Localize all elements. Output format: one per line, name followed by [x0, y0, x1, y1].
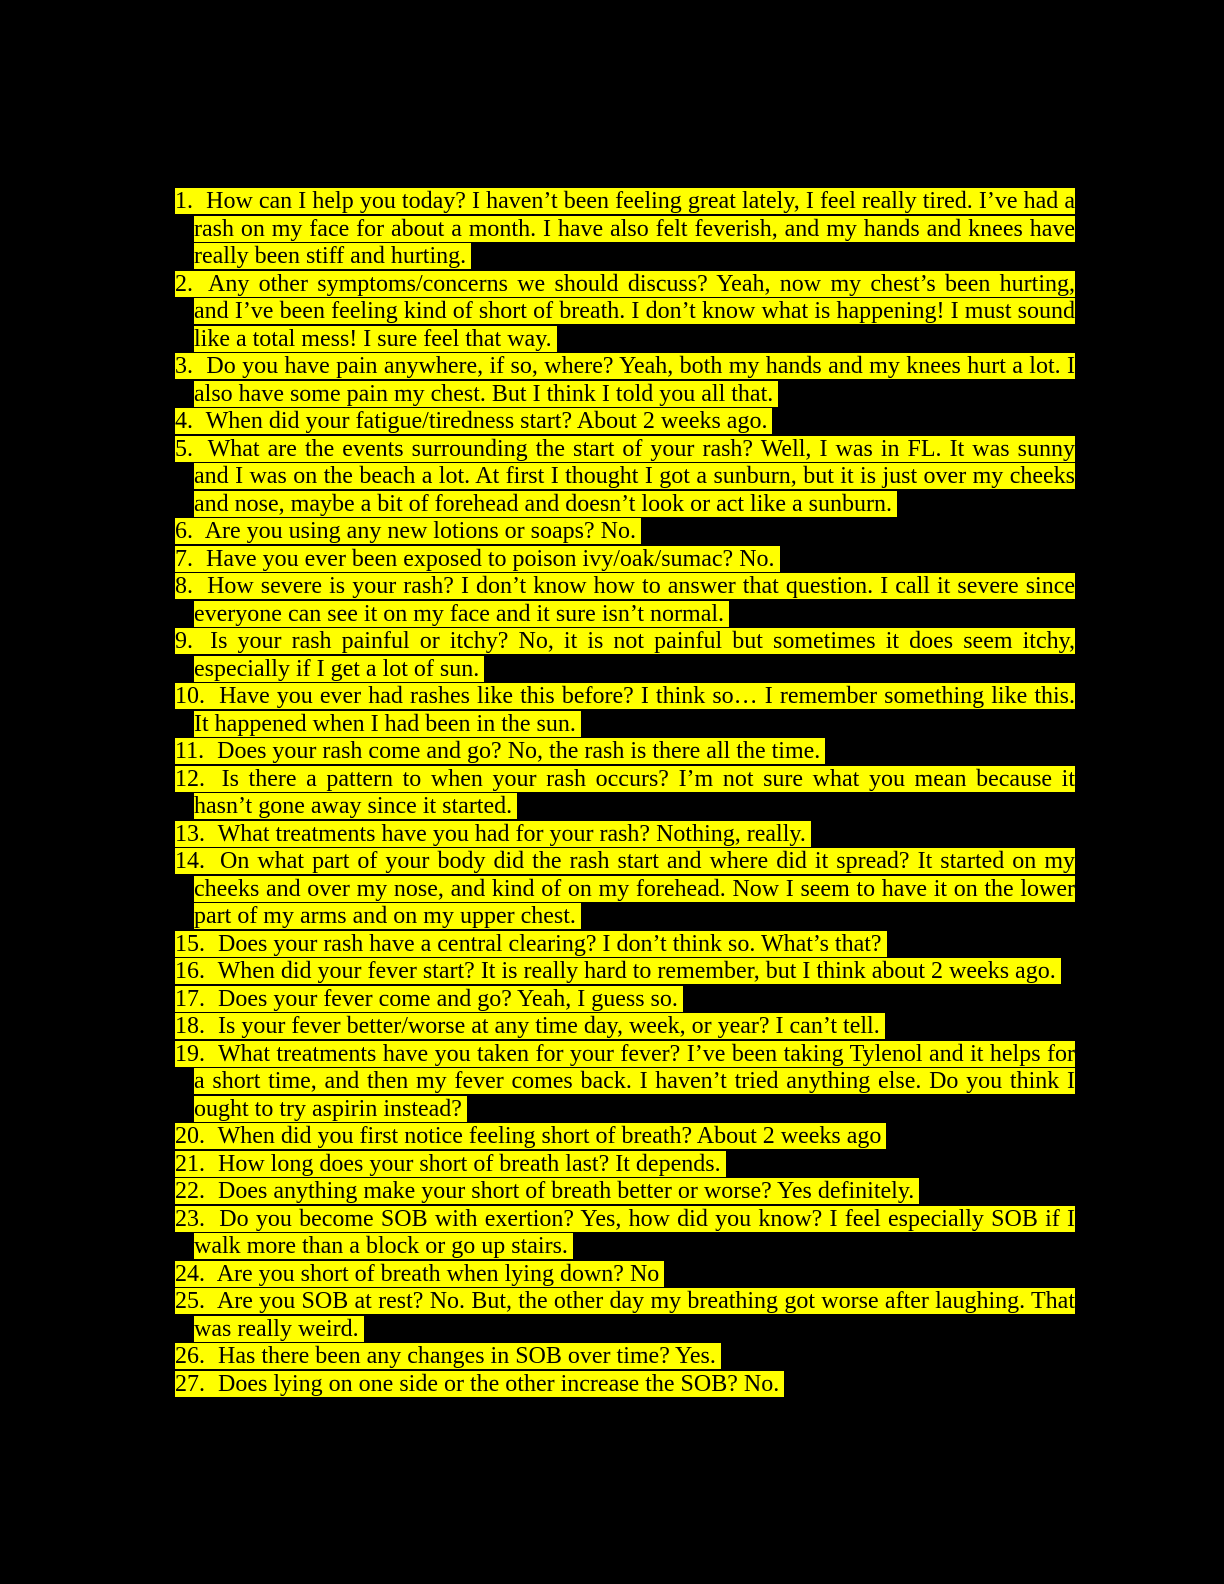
highlight-run [175, 1123, 886, 1149]
question-text: When did your fatigue/tiredness start? [205, 408, 573, 434]
item-number: 16. [175, 958, 205, 984]
item-number: 14. [175, 848, 205, 874]
item-number: 10. [175, 683, 205, 709]
item-number: 17. [175, 985, 205, 1012]
question-text: What treatments have you had for your rash? [217, 820, 651, 847]
answer-text: Yes definitely. [776, 1178, 915, 1204]
qa-item [175, 628, 1075, 683]
question-text: Are you using any new lotions or soaps? [204, 518, 595, 544]
answer-text: Yeah, I guess so. [517, 985, 678, 1012]
answer-text: I’m not sure what you mean because it hasn’t gone away since it started. [194, 765, 1076, 819]
highlight-run [175, 766, 1075, 820]
qa-item [175, 766, 1075, 821]
item-number: 24. [175, 1260, 205, 1287]
qa-item [175, 683, 1075, 738]
answer-text: No. [743, 1370, 780, 1397]
qa-item [175, 848, 1075, 931]
answer-text: I don’t think so. What’s that? [602, 930, 882, 957]
item-number: 18. [175, 1013, 205, 1039]
highlight-run [175, 408, 772, 434]
qa-item [175, 1206, 1075, 1261]
highlight-run [175, 573, 1075, 627]
item-number: 20. [175, 1123, 205, 1149]
question-text: When did you first notice feeling short of breath? [217, 1123, 693, 1149]
answer-text: Yes, how did you know? I feel especially SOB if I walk more than a block or go up stairs. [194, 1205, 1076, 1259]
answer-text: No. [600, 518, 636, 544]
question-text: On what part of your body did the rash start and where did it spread? [220, 848, 910, 874]
qa-item [175, 546, 1075, 574]
highlight-run [175, 848, 1075, 929]
answer-text: I can’t tell. [775, 1013, 880, 1039]
item-number: 15. [175, 930, 205, 957]
item-number: 1. [175, 188, 193, 214]
qa-item [175, 738, 1075, 766]
question-text: Have you ever had rashes like this before? [219, 683, 634, 709]
item-number: 9. [175, 628, 193, 654]
qa-item [175, 958, 1075, 986]
item-number: 7. [175, 545, 193, 572]
item-number: 6. [175, 518, 193, 544]
question-text: When did your fever start? [217, 958, 475, 984]
item-number: 11. [175, 738, 205, 764]
highlight-run [175, 1041, 1075, 1122]
highlight-run [175, 931, 887, 957]
highlight-run [175, 628, 1075, 682]
qa-item [175, 821, 1075, 849]
item-number: 12. [175, 765, 205, 792]
qa-item [175, 1261, 1075, 1289]
answer-text: About 2 weeks ago [696, 1123, 882, 1149]
qa-item [175, 1123, 1075, 1151]
answer-text: I think so… I remember something like this. It happened when I had been in the sun. [194, 683, 1075, 737]
item-number: 21. [175, 1150, 205, 1177]
item-number: 4. [175, 408, 193, 434]
answer-text: No, the rash is there all the time. [507, 738, 821, 764]
answer-text: Yeah, now my chest’s been hurting, and I’ve been feeling kind of short of breath. I don’t know what is happening! I must sound like a total mess! I sure feel that way. [194, 270, 1075, 352]
qa-item [175, 271, 1075, 354]
highlight-run [175, 546, 780, 572]
highlight-run [175, 1371, 784, 1397]
answer-text: I don’t know how to answer that question. I call it severe since everyone can see it on my face and it sure isn’t normal. [194, 573, 1076, 627]
question-text: Have you ever been exposed to poison ivy/oak/sumac? [206, 545, 734, 572]
answer-text: No. But, the other day my breathing got worse after laughing. That was really weird. [194, 1288, 1075, 1342]
qa-item [175, 188, 1075, 271]
highlight-run [175, 683, 1075, 737]
item-number: 22. [175, 1178, 205, 1204]
question-text: How can I help you today? [206, 188, 466, 214]
highlight-run [175, 1343, 721, 1369]
item-number: 3. [175, 353, 193, 379]
item-number: 26. [175, 1343, 205, 1369]
highlight-run [175, 986, 683, 1012]
question-text: What treatments have you taken for your fever? [218, 1040, 681, 1067]
question-text: Does lying on one side or the other increase the SOB? [218, 1370, 738, 1397]
highlight-run [175, 188, 1075, 269]
answer-text: I haven’t been feeling great lately, I feel really tired. I’ve had a rash on my face for about a month. I have also felt feverish, and my hands and knees have really been stiff and hurting. [194, 188, 1075, 269]
question-text: Does your fever come and go? [218, 985, 512, 1012]
question-text: Do you become SOB with exertion? [219, 1205, 575, 1232]
highlight-run [175, 1206, 1075, 1260]
question-text: Has there been any changes in SOB over time? [218, 1343, 670, 1369]
highlight-run [175, 958, 1061, 984]
highlight-run [175, 821, 811, 847]
highlight-run [175, 271, 1075, 352]
question-text: What are the events surrounding the start of your rash? [207, 435, 754, 462]
qa-item [175, 518, 1075, 546]
highlight-run [175, 353, 1075, 407]
qa-item [175, 1013, 1075, 1041]
item-number: 8. [175, 573, 193, 599]
answer-text: Nothing, really. [656, 820, 806, 847]
item-number: 2. [175, 270, 193, 297]
question-text: Is your fever better/worse at any time day, week, or year? [218, 1013, 770, 1039]
qa-item [175, 1151, 1075, 1179]
highlight-run [175, 1013, 885, 1039]
item-number: 19. [175, 1040, 205, 1067]
qa-item [175, 1371, 1075, 1399]
question-text: Does anything make your short of breath better or worse? [218, 1178, 772, 1204]
question-text: Any other symptoms/concerns we should discuss? [208, 270, 708, 297]
question-text: How severe is your rash? [207, 573, 454, 599]
highlight-run [175, 518, 641, 544]
question-text: How long does your short of breath last? [218, 1150, 610, 1177]
question-text: Is there a pattern to when your rash occurs? [221, 765, 669, 792]
item-number: 13. [175, 820, 205, 847]
highlight-run [175, 1288, 1075, 1342]
highlight-run [175, 1261, 664, 1287]
qa-item [175, 353, 1075, 408]
highlight-run [175, 1178, 919, 1204]
question-text: Are you short of breath when lying down? [216, 1260, 624, 1287]
qa-item [175, 1178, 1075, 1206]
answer-text: No [629, 1260, 660, 1287]
answer-text: Yes. [674, 1343, 716, 1369]
answer-text: Yeah, both my hands and my knees hurt a lot. I also have some pain my chest. But I think I told you all that. [194, 353, 1076, 407]
qa-item [175, 408, 1075, 436]
item-number: 5. [175, 435, 193, 462]
highlight-run [175, 1151, 726, 1177]
answer-text: Well, I was in FL. It was sunny and I was on the beach a lot. At first I thought I got a sunburn, but it is just over my cheeks and nose, maybe a bit of forehead and doesn’t look or act like a sunburn. [194, 435, 1075, 517]
answer-text: It depends. [615, 1150, 721, 1177]
question-text: Are you SOB at rest? [216, 1288, 424, 1314]
answer-text: It is really hard to remember, but I think about 2 weeks ago. [480, 958, 1056, 984]
answer-text: No, it is not painful but sometimes it does seem itchy, especially if I get a lot of sun. [194, 628, 1076, 682]
question-text: Do you have pain anywhere, if so, where? [206, 353, 614, 379]
qa-item [175, 1041, 1075, 1124]
qa-item [175, 573, 1075, 628]
highlight-run [175, 738, 825, 764]
highlight-run [175, 436, 1075, 517]
qa-item [175, 986, 1075, 1014]
answer-text: About 2 weeks ago. [576, 408, 768, 434]
qa-item [175, 1288, 1075, 1343]
qa-item [175, 931, 1075, 959]
answer-text: No. [739, 545, 775, 572]
question-text: Does your rash come and go? [217, 738, 502, 764]
item-number: 27. [175, 1370, 205, 1397]
item-number: 23. [175, 1205, 205, 1232]
qa-list [175, 188, 1075, 1398]
answer-text: I’ve been taking Tylenol and it helps for a short time, and then my fever comes back. I haven’t tried anything else. Do you think I ought to try aspirin instead? [194, 1040, 1075, 1122]
qa-item [175, 436, 1075, 519]
item-number: 25. [175, 1288, 205, 1314]
answer-text: It started on my cheeks and over my nose, and kind of on my forehead. Now I seem to have it on the lower part of my arms and on my upper chest. [194, 848, 1075, 929]
qa-item [175, 1343, 1075, 1371]
question-text: Does your rash have a central clearing? [218, 930, 597, 957]
question-text: Is your rash painful or itchy? [210, 628, 509, 654]
